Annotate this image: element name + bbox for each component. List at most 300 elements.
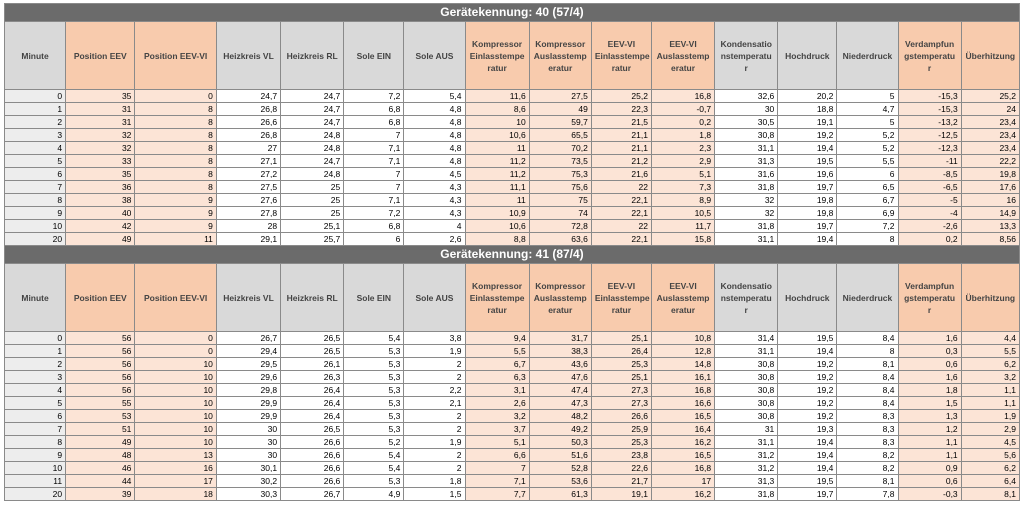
table-cell[interactable]: 19,8 — [778, 194, 837, 207]
table-cell[interactable]: 16,8 — [651, 384, 714, 397]
table-cell[interactable]: 26,6 — [216, 116, 280, 129]
table-cell[interactable]: 20 — [5, 233, 66, 246]
table-cell[interactable]: 11,7 — [651, 220, 714, 233]
table-cell[interactable]: 63,6 — [529, 233, 591, 246]
table-cell[interactable]: 13 — [135, 449, 217, 462]
table-cell[interactable]: 19,8 — [961, 168, 1019, 181]
table-cell[interactable]: 1,1 — [898, 449, 961, 462]
table-cell[interactable]: -13,2 — [898, 116, 961, 129]
table-cell[interactable]: 7,7 — [465, 488, 529, 501]
table-cell[interactable]: -8,5 — [898, 168, 961, 181]
table-cell[interactable]: 26,6 — [281, 449, 344, 462]
table-cell[interactable]: 8,1 — [961, 488, 1019, 501]
table-cell[interactable]: 6,9 — [837, 207, 898, 220]
table-cell[interactable]: 6,8 — [344, 103, 404, 116]
table-cell[interactable]: 1,8 — [898, 384, 961, 397]
table-cell[interactable]: 56 — [66, 345, 135, 358]
table-cell[interactable]: 2 — [404, 423, 465, 436]
column-header[interactable]: Heizkreis VL — [216, 264, 280, 332]
table-cell[interactable]: 6 — [344, 233, 404, 246]
column-header[interactable]: EEV-VI Auslasstemp eratur — [651, 264, 714, 332]
table-cell[interactable]: 38,3 — [529, 345, 591, 358]
table-cell[interactable]: 16,5 — [651, 410, 714, 423]
table-cell[interactable]: 31,6 — [715, 168, 778, 181]
table-cell[interactable]: 2,6 — [465, 397, 529, 410]
column-header[interactable]: Niederdruck — [837, 264, 898, 332]
table-cell[interactable]: 8,4 — [837, 332, 898, 345]
column-header[interactable]: Heizkreis RL — [281, 22, 344, 90]
section-title[interactable]: Gerätekennung: 40 (57/4) — [5, 4, 1020, 22]
table-cell[interactable]: 6,6 — [465, 449, 529, 462]
table-cell[interactable]: 30,8 — [715, 384, 778, 397]
table-cell[interactable]: 8 — [135, 103, 217, 116]
table-cell[interactable]: 26,4 — [281, 410, 344, 423]
table-cell[interactable]: 31,2 — [715, 449, 778, 462]
table-cell[interactable]: 19,2 — [778, 397, 837, 410]
table-cell[interactable]: 8 — [837, 345, 898, 358]
table-cell[interactable]: 30,1 — [216, 462, 280, 475]
table-cell[interactable]: 2 — [404, 358, 465, 371]
table-cell[interactable]: 19,3 — [778, 423, 837, 436]
table-cell[interactable]: 4,8 — [404, 103, 465, 116]
table-cell[interactable]: 30 — [216, 449, 280, 462]
table-cell[interactable]: 4 — [404, 220, 465, 233]
table-cell[interactable]: 27,2 — [216, 168, 280, 181]
table-cell[interactable]: 16 — [135, 462, 217, 475]
column-header[interactable]: Kompressor Einlasstempe ratur — [465, 22, 529, 90]
table-cell[interactable]: 29,9 — [216, 410, 280, 423]
table-cell[interactable]: 53 — [66, 410, 135, 423]
table-cell[interactable]: 5,3 — [344, 410, 404, 423]
table-cell[interactable]: 49 — [66, 233, 135, 246]
table-cell[interactable]: 1 — [5, 345, 66, 358]
table-cell[interactable]: 3,8 — [404, 332, 465, 345]
column-header[interactable]: Verdampfun gstemperatu r — [898, 22, 961, 90]
table-cell[interactable]: 8,4 — [837, 384, 898, 397]
table-cell[interactable]: 25,1 — [281, 220, 344, 233]
table-cell[interactable]: 8 — [135, 116, 217, 129]
table-cell[interactable]: 56 — [66, 332, 135, 345]
table-cell[interactable]: 32 — [715, 194, 778, 207]
table-cell[interactable]: 1,6 — [898, 332, 961, 345]
table-cell[interactable]: 16,2 — [651, 488, 714, 501]
table-cell[interactable]: 8,4 — [837, 397, 898, 410]
table-cell[interactable]: 0 — [5, 90, 66, 103]
column-header[interactable]: Überhitzung — [961, 264, 1019, 332]
column-header[interactable]: Kompressor Auslasstemp eratur — [529, 264, 591, 332]
table-cell[interactable]: 0,2 — [898, 233, 961, 246]
table-cell[interactable]: 18 — [135, 488, 217, 501]
table-cell[interactable]: 42 — [66, 220, 135, 233]
table-cell[interactable]: 59,7 — [529, 116, 591, 129]
table-cell[interactable]: 3 — [5, 129, 66, 142]
table-cell[interactable]: 4,9 — [344, 488, 404, 501]
table-cell[interactable]: 4,8 — [404, 142, 465, 155]
table-cell[interactable]: 5,3 — [344, 384, 404, 397]
table-cell[interactable]: 8,3 — [837, 410, 898, 423]
table-cell[interactable]: 1,5 — [898, 397, 961, 410]
table-cell[interactable]: 29,9 — [216, 397, 280, 410]
table-cell[interactable]: 10,5 — [651, 207, 714, 220]
table-cell[interactable]: 6,7 — [837, 194, 898, 207]
table-cell[interactable]: 10,6 — [465, 129, 529, 142]
table-cell[interactable]: 7,1 — [344, 194, 404, 207]
table-cell[interactable]: 17 — [135, 475, 217, 488]
table-cell[interactable]: 10,8 — [651, 332, 714, 345]
table-cell[interactable]: 21,5 — [591, 116, 651, 129]
table-cell[interactable]: 27,5 — [529, 90, 591, 103]
table-cell[interactable]: 35 — [66, 90, 135, 103]
table-cell[interactable]: 26,8 — [216, 103, 280, 116]
table-cell[interactable]: 8,2 — [837, 462, 898, 475]
table-cell[interactable]: 72,8 — [529, 220, 591, 233]
table-cell[interactable]: 6,5 — [837, 181, 898, 194]
table-cell[interactable]: 7 — [344, 168, 404, 181]
table-cell[interactable]: 19,2 — [778, 358, 837, 371]
table-cell[interactable]: 29,4 — [216, 345, 280, 358]
table-cell[interactable]: 5 — [5, 155, 66, 168]
table-cell[interactable]: 8 — [5, 436, 66, 449]
table-cell[interactable]: 7 — [465, 462, 529, 475]
table-cell[interactable]: 19,4 — [778, 436, 837, 449]
table-cell[interactable]: 49 — [66, 436, 135, 449]
table-cell[interactable]: 5,5 — [465, 345, 529, 358]
table-cell[interactable]: 0 — [5, 332, 66, 345]
table-cell[interactable]: 5,3 — [344, 345, 404, 358]
table-cell[interactable]: 22,2 — [961, 155, 1019, 168]
table-cell[interactable]: 49 — [529, 103, 591, 116]
table-cell[interactable]: 9,4 — [465, 332, 529, 345]
table-cell[interactable]: 26,7 — [216, 332, 280, 345]
table-cell[interactable]: 19,4 — [778, 345, 837, 358]
table-cell[interactable]: 21,1 — [591, 142, 651, 155]
table-cell[interactable]: 6,2 — [961, 462, 1019, 475]
column-header[interactable]: Kompressor Einlasstempe ratur — [465, 264, 529, 332]
table-cell[interactable]: 25,3 — [591, 358, 651, 371]
table-cell[interactable]: 74 — [529, 207, 591, 220]
table-cell[interactable]: 26,5 — [281, 332, 344, 345]
table-cell[interactable]: -0,3 — [898, 488, 961, 501]
table-cell[interactable]: 19,2 — [778, 410, 837, 423]
table-cell[interactable]: 1,9 — [404, 436, 465, 449]
table-cell[interactable]: 4,3 — [404, 194, 465, 207]
table-cell[interactable]: 7 — [5, 423, 66, 436]
table-cell[interactable]: 9 — [135, 207, 217, 220]
table-cell[interactable]: 2,1 — [404, 397, 465, 410]
table-cell[interactable]: 24 — [961, 103, 1019, 116]
table-cell[interactable]: 30 — [715, 103, 778, 116]
table-cell[interactable]: 13,3 — [961, 220, 1019, 233]
table-cell[interactable]: 4,5 — [404, 168, 465, 181]
table-cell[interactable]: 12,8 — [651, 345, 714, 358]
table-cell[interactable]: 0,6 — [898, 475, 961, 488]
table-cell[interactable]: 25,2 — [961, 90, 1019, 103]
table-cell[interactable]: 24,7 — [216, 90, 280, 103]
table-cell[interactable]: 5,2 — [837, 142, 898, 155]
table-cell[interactable]: 11,2 — [465, 168, 529, 181]
table-cell[interactable]: 26,8 — [216, 129, 280, 142]
table-cell[interactable]: 29,6 — [216, 371, 280, 384]
table-cell[interactable]: 19,7 — [778, 220, 837, 233]
table-cell[interactable]: 75,3 — [529, 168, 591, 181]
table-cell[interactable]: 7 — [344, 181, 404, 194]
table-cell[interactable]: 16,8 — [651, 90, 714, 103]
column-header[interactable]: EEV-VI Einlasstempe ratur — [591, 264, 651, 332]
table-cell[interactable]: 14,8 — [651, 358, 714, 371]
table-cell[interactable]: 10 — [135, 397, 217, 410]
table-cell[interactable]: 24,7 — [281, 155, 344, 168]
table-cell[interactable]: 11 — [135, 233, 217, 246]
table-cell[interactable]: 56 — [66, 371, 135, 384]
table-cell[interactable]: 31,2 — [715, 462, 778, 475]
table-cell[interactable]: 10 — [135, 371, 217, 384]
table-cell[interactable]: 7 — [5, 181, 66, 194]
table-cell[interactable]: 1,3 — [898, 410, 961, 423]
table-cell[interactable]: 4,4 — [961, 332, 1019, 345]
table-cell[interactable]: 0,9 — [898, 462, 961, 475]
table-cell[interactable]: 20,2 — [778, 90, 837, 103]
table-cell[interactable]: 5,5 — [961, 345, 1019, 358]
table-cell[interactable]: 8 — [135, 155, 217, 168]
table-cell[interactable]: 27,1 — [216, 155, 280, 168]
table-cell[interactable]: 19,5 — [778, 475, 837, 488]
table-cell[interactable]: 8 — [135, 142, 217, 155]
table-cell[interactable]: 51,6 — [529, 449, 591, 462]
table-cell[interactable]: 20 — [5, 488, 66, 501]
table-cell[interactable]: 27,8 — [216, 207, 280, 220]
table-cell[interactable]: -6,5 — [898, 181, 961, 194]
table-cell[interactable]: 7,3 — [651, 181, 714, 194]
table-cell[interactable]: 2,2 — [404, 384, 465, 397]
table-cell[interactable]: 8 — [135, 168, 217, 181]
table-cell[interactable]: 4,8 — [404, 129, 465, 142]
table-cell[interactable]: 27,3 — [591, 384, 651, 397]
table-cell[interactable]: -12,5 — [898, 129, 961, 142]
column-header[interactable]: Kompressor Auslasstemp eratur — [529, 22, 591, 90]
table-cell[interactable]: 6,7 — [465, 358, 529, 371]
table-cell[interactable]: 33 — [66, 155, 135, 168]
table-cell[interactable]: 3,7 — [465, 423, 529, 436]
table-cell[interactable]: 8,3 — [837, 436, 898, 449]
table-cell[interactable]: 38 — [66, 194, 135, 207]
table-cell[interactable]: 10 — [135, 384, 217, 397]
table-cell[interactable]: 23,4 — [961, 116, 1019, 129]
table-cell[interactable]: 19,1 — [778, 116, 837, 129]
table-cell[interactable]: 30,8 — [715, 358, 778, 371]
table-cell[interactable]: 6 — [5, 410, 66, 423]
table-cell[interactable]: 1 — [5, 103, 66, 116]
table-cell[interactable]: 53,6 — [529, 475, 591, 488]
table-cell[interactable]: 5,4 — [344, 462, 404, 475]
table-cell[interactable]: 31,7 — [529, 332, 591, 345]
table-cell[interactable]: 11,2 — [465, 155, 529, 168]
column-header[interactable]: Verdampfun gstemperatu r — [898, 264, 961, 332]
column-header[interactable]: Minute — [5, 22, 66, 90]
table-cell[interactable]: 30,8 — [715, 371, 778, 384]
table-cell[interactable]: 2 — [5, 116, 66, 129]
table-cell[interactable]: 4,8 — [404, 116, 465, 129]
table-cell[interactable]: 8 — [135, 129, 217, 142]
table-cell[interactable]: -5 — [898, 194, 961, 207]
table-cell[interactable]: 25,1 — [591, 371, 651, 384]
column-header[interactable]: Minute — [5, 264, 66, 332]
table-cell[interactable]: 19,8 — [778, 207, 837, 220]
table-cell[interactable]: 11 — [465, 142, 529, 155]
table-cell[interactable]: 5 — [837, 90, 898, 103]
table-cell[interactable]: 10 — [5, 462, 66, 475]
table-cell[interactable]: 51 — [66, 423, 135, 436]
table-cell[interactable]: 7,2 — [837, 220, 898, 233]
table-cell[interactable]: 0 — [135, 90, 217, 103]
table-cell[interactable]: 8,6 — [465, 103, 529, 116]
table-cell[interactable]: 31 — [715, 423, 778, 436]
table-cell[interactable]: 25 — [281, 194, 344, 207]
table-cell[interactable]: 11,6 — [465, 90, 529, 103]
table-cell[interactable]: 22,1 — [591, 233, 651, 246]
table-cell[interactable]: 50,3 — [529, 436, 591, 449]
table-cell[interactable]: 9 — [5, 207, 66, 220]
table-cell[interactable]: 5 — [5, 397, 66, 410]
table-cell[interactable]: 2 — [404, 462, 465, 475]
table-cell[interactable]: 32 — [715, 207, 778, 220]
table-cell[interactable]: 22,1 — [591, 207, 651, 220]
table-cell[interactable]: 9 — [135, 220, 217, 233]
table-cell[interactable]: 22,3 — [591, 103, 651, 116]
table-cell[interactable]: 26,5 — [281, 423, 344, 436]
table-cell[interactable]: 9 — [5, 449, 66, 462]
table-cell[interactable]: 26,1 — [281, 358, 344, 371]
table-cell[interactable]: 5,4 — [344, 332, 404, 345]
table-cell[interactable]: 73,5 — [529, 155, 591, 168]
table-cell[interactable]: 27,5 — [216, 181, 280, 194]
table-cell[interactable]: 31,1 — [715, 436, 778, 449]
table-cell[interactable]: 31,3 — [715, 155, 778, 168]
table-cell[interactable]: 46 — [66, 462, 135, 475]
column-header[interactable]: Sole EIN — [344, 22, 404, 90]
table-cell[interactable]: 19,5 — [778, 332, 837, 345]
table-cell[interactable]: 75,6 — [529, 181, 591, 194]
table-cell[interactable]: 25,2 — [591, 90, 651, 103]
table-cell[interactable]: 31 — [66, 116, 135, 129]
table-cell[interactable]: 25 — [281, 181, 344, 194]
table-cell[interactable]: 26,4 — [281, 397, 344, 410]
table-cell[interactable]: 27 — [216, 142, 280, 155]
table-cell[interactable]: 19,2 — [778, 371, 837, 384]
table-cell[interactable]: 61,3 — [529, 488, 591, 501]
table-cell[interactable]: 30 — [216, 436, 280, 449]
table-cell[interactable]: 1,1 — [961, 384, 1019, 397]
table-cell[interactable]: 11,1 — [465, 181, 529, 194]
table-cell[interactable]: 65,5 — [529, 129, 591, 142]
table-cell[interactable]: 7,1 — [344, 142, 404, 155]
table-cell[interactable]: 30,8 — [715, 397, 778, 410]
table-cell[interactable]: 35 — [66, 168, 135, 181]
table-cell[interactable]: 7,8 — [837, 488, 898, 501]
table-cell[interactable]: 19,7 — [778, 488, 837, 501]
table-cell[interactable]: 23,8 — [591, 449, 651, 462]
table-cell[interactable]: 16,8 — [651, 462, 714, 475]
table-cell[interactable]: 29,5 — [216, 358, 280, 371]
table-cell[interactable]: 22 — [591, 181, 651, 194]
table-cell[interactable]: 19,2 — [778, 384, 837, 397]
table-cell[interactable]: 6,4 — [961, 475, 1019, 488]
table-cell[interactable]: 4,5 — [961, 436, 1019, 449]
table-cell[interactable]: 5,3 — [344, 371, 404, 384]
table-cell[interactable]: 19,4 — [778, 233, 837, 246]
table-cell[interactable]: 2 — [404, 449, 465, 462]
table-cell[interactable]: 24,8 — [281, 142, 344, 155]
table-cell[interactable]: 21,7 — [591, 475, 651, 488]
table-cell[interactable]: 23,4 — [961, 142, 1019, 155]
table-cell[interactable]: 0,2 — [651, 116, 714, 129]
table-cell[interactable]: 2 — [404, 410, 465, 423]
table-cell[interactable]: 21,6 — [591, 168, 651, 181]
table-cell[interactable]: 5,3 — [344, 358, 404, 371]
table-cell[interactable]: 3,1 — [465, 384, 529, 397]
table-cell[interactable]: 30,5 — [715, 116, 778, 129]
column-header[interactable]: Hochdruck — [778, 22, 837, 90]
table-cell[interactable]: 30,8 — [715, 129, 778, 142]
table-cell[interactable]: 24,8 — [281, 168, 344, 181]
table-cell[interactable]: 47,6 — [529, 371, 591, 384]
table-cell[interactable]: 28 — [216, 220, 280, 233]
table-cell[interactable]: -15,3 — [898, 90, 961, 103]
table-cell[interactable]: 8 — [837, 233, 898, 246]
table-cell[interactable]: 48 — [66, 449, 135, 462]
column-header[interactable]: Heizkreis VL — [216, 22, 280, 90]
table-cell[interactable]: 2,9 — [651, 155, 714, 168]
table-cell[interactable]: 7 — [344, 129, 404, 142]
table-cell[interactable]: 16,2 — [651, 436, 714, 449]
table-cell[interactable]: 31,8 — [715, 488, 778, 501]
table-cell[interactable]: 14,9 — [961, 207, 1019, 220]
table-cell[interactable]: 31,3 — [715, 475, 778, 488]
table-cell[interactable]: 0 — [135, 345, 217, 358]
column-header[interactable]: Niederdruck — [837, 22, 898, 90]
table-cell[interactable]: 6,8 — [344, 220, 404, 233]
column-header[interactable]: Position EEV-VI — [135, 22, 217, 90]
table-cell[interactable]: 40 — [66, 207, 135, 220]
table-cell[interactable]: 4 — [5, 384, 66, 397]
table-cell[interactable]: 8 — [5, 194, 66, 207]
column-header[interactable]: Sole AUS — [404, 22, 465, 90]
table-cell[interactable]: 23,4 — [961, 129, 1019, 142]
table-cell[interactable]: 25,9 — [591, 423, 651, 436]
table-cell[interactable]: 1,1 — [898, 436, 961, 449]
table-cell[interactable]: 19,4 — [778, 462, 837, 475]
table-cell[interactable]: 8,1 — [837, 475, 898, 488]
table-cell[interactable]: 6 — [837, 168, 898, 181]
table-cell[interactable]: 26,7 — [281, 488, 344, 501]
column-header[interactable]: Überhitzung — [961, 22, 1019, 90]
table-cell[interactable]: 32 — [66, 129, 135, 142]
table-cell[interactable]: 75 — [529, 194, 591, 207]
table-cell[interactable]: 8,2 — [837, 449, 898, 462]
table-cell[interactable]: 16,6 — [651, 397, 714, 410]
table-cell[interactable]: 56 — [66, 384, 135, 397]
table-cell[interactable]: 36 — [66, 181, 135, 194]
table-cell[interactable]: 31,8 — [715, 220, 778, 233]
table-cell[interactable]: -2,6 — [898, 220, 961, 233]
table-cell[interactable]: 47,4 — [529, 384, 591, 397]
table-cell[interactable]: 5,3 — [344, 397, 404, 410]
table-cell[interactable]: 4,3 — [404, 181, 465, 194]
table-cell[interactable]: 8,56 — [961, 233, 1019, 246]
table-cell[interactable]: 8,1 — [837, 358, 898, 371]
table-cell[interactable]: 9 — [135, 194, 217, 207]
table-cell[interactable]: -12,3 — [898, 142, 961, 155]
table-cell[interactable]: 31,4 — [715, 332, 778, 345]
